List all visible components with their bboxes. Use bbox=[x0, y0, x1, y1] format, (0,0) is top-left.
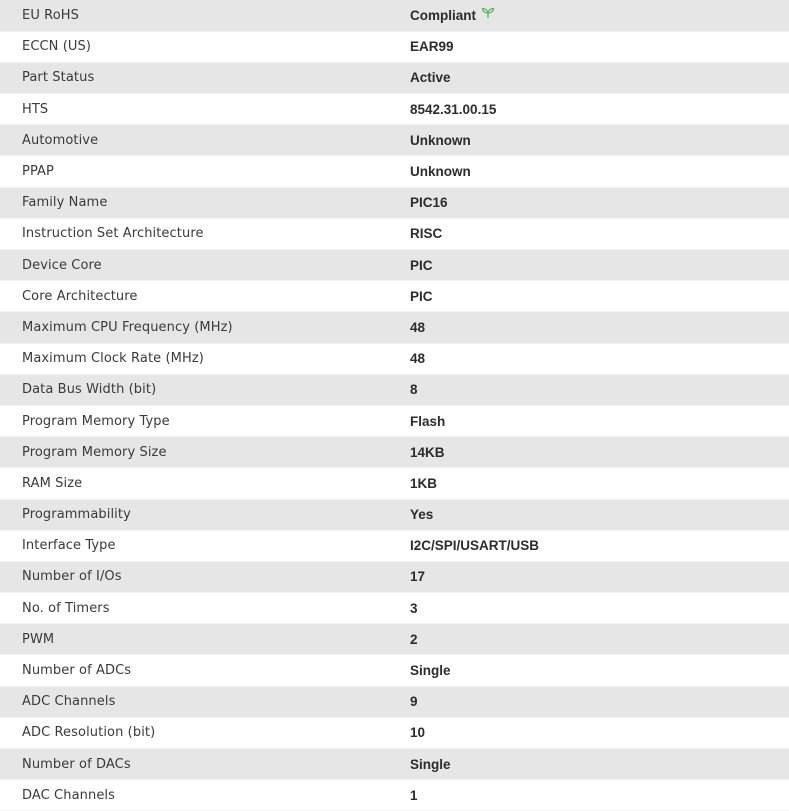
spec-row bbox=[0, 499, 789, 530]
spec-value-cell bbox=[410, 655, 789, 686]
spec-value: RISC bbox=[410, 226, 443, 242]
spec-row bbox=[0, 250, 789, 281]
spec-label: Core Architecture bbox=[0, 281, 410, 312]
spec-value-cell bbox=[410, 62, 789, 93]
spec-value: PIC bbox=[410, 257, 433, 273]
spec-value: Active bbox=[410, 70, 451, 86]
spec-value-cell bbox=[410, 499, 789, 530]
spec-label: EU RoHS bbox=[0, 0, 410, 31]
spec-row bbox=[0, 561, 789, 592]
spec-value: PIC bbox=[410, 288, 433, 304]
spec-label: Data Bus Width (bit) bbox=[0, 374, 410, 405]
spec-value-cell bbox=[410, 0, 789, 31]
spec-value: 2 bbox=[410, 631, 418, 647]
spec-label: DAC Channels bbox=[0, 780, 410, 811]
spec-row bbox=[0, 780, 789, 811]
spec-label: Part Status bbox=[0, 62, 410, 93]
spec-label: Maximum Clock Rate (MHz) bbox=[0, 343, 410, 374]
spec-row bbox=[0, 468, 789, 499]
spec-row bbox=[0, 218, 789, 249]
spec-value: EAR99 bbox=[410, 39, 454, 55]
spec-value-cell bbox=[410, 686, 789, 717]
spec-value-cell bbox=[410, 187, 789, 218]
spec-value-cell bbox=[410, 405, 789, 436]
spec-value: 17 bbox=[410, 569, 426, 585]
spec-label: Maximum CPU Frequency (MHz) bbox=[0, 312, 410, 343]
spec-label: RAM Size bbox=[0, 468, 410, 499]
spec-value: Flash bbox=[410, 413, 446, 429]
spec-label: Number of I/Os bbox=[0, 561, 410, 592]
spec-label: Family Name bbox=[0, 187, 410, 218]
spec-value-cell bbox=[410, 561, 789, 592]
spec-value-cell bbox=[410, 94, 789, 125]
spec-value: Single bbox=[410, 663, 451, 679]
spec-label: Number of ADCs bbox=[0, 655, 410, 686]
spec-value-cell bbox=[410, 749, 789, 780]
spec-value: Compliant bbox=[410, 7, 476, 23]
spec-value: PIC16 bbox=[410, 195, 448, 211]
spec-value: 9 bbox=[410, 694, 418, 710]
spec-label: ECCN (US) bbox=[0, 31, 410, 62]
spec-row bbox=[0, 94, 789, 125]
spec-label: HTS bbox=[0, 94, 410, 125]
spec-value-cell bbox=[410, 281, 789, 312]
spec-value: Single bbox=[410, 756, 451, 772]
spec-value-cell bbox=[410, 593, 789, 624]
spec-row bbox=[0, 749, 789, 780]
spec-value-cell bbox=[410, 717, 789, 748]
spec-label: No. of Timers bbox=[0, 593, 410, 624]
spec-value-cell bbox=[410, 437, 789, 468]
spec-row bbox=[0, 437, 789, 468]
spec-label: Program Memory Size bbox=[0, 437, 410, 468]
spec-value: 8542.31.00.15 bbox=[410, 101, 497, 117]
spec-label: ADC Resolution (bit) bbox=[0, 717, 410, 748]
spec-row bbox=[0, 624, 789, 655]
spec-value: 10 bbox=[410, 725, 426, 741]
spec-row bbox=[0, 0, 789, 31]
spec-row bbox=[0, 62, 789, 93]
spec-value: 1KB bbox=[410, 475, 438, 491]
spec-row bbox=[0, 281, 789, 312]
spec-value: 48 bbox=[410, 319, 426, 335]
spec-row bbox=[0, 530, 789, 561]
spec-value-cell bbox=[410, 468, 789, 499]
spec-label: Interface Type bbox=[0, 530, 410, 561]
spec-label: Automotive bbox=[0, 125, 410, 156]
spec-row bbox=[0, 405, 789, 436]
spec-row bbox=[0, 125, 789, 156]
spec-row bbox=[0, 717, 789, 748]
spec-row bbox=[0, 343, 789, 374]
spec-label: ADC Channels bbox=[0, 686, 410, 717]
spec-label: Instruction Set Architecture bbox=[0, 218, 410, 249]
spec-value-cell bbox=[410, 780, 789, 811]
spec-value-cell bbox=[410, 250, 789, 281]
spec-value: Unknown bbox=[410, 132, 471, 148]
spec-label: PWM bbox=[0, 624, 410, 655]
spec-value-cell bbox=[410, 31, 789, 62]
spec-value-cell bbox=[410, 125, 789, 156]
spec-row bbox=[0, 312, 789, 343]
spec-value: I2C/SPI/USART/USB bbox=[410, 538, 540, 554]
spec-value: Unknown bbox=[410, 164, 471, 180]
spec-value: 1 bbox=[410, 787, 418, 803]
spec-value-cell bbox=[410, 156, 789, 187]
spec-label: Device Core bbox=[0, 250, 410, 281]
spec-row bbox=[0, 31, 789, 62]
spec-row bbox=[0, 374, 789, 405]
spec-value: 48 bbox=[410, 351, 426, 367]
spec-value: 8 bbox=[410, 382, 418, 398]
spec-label: PPAP bbox=[0, 156, 410, 187]
spec-value: 14KB bbox=[410, 444, 445, 460]
spec-row bbox=[0, 156, 789, 187]
spec-value-cell bbox=[410, 530, 789, 561]
spec-row bbox=[0, 655, 789, 686]
leaf-icon bbox=[481, 7, 495, 22]
spec-value-cell bbox=[410, 343, 789, 374]
spec-label: Number of DACs bbox=[0, 749, 410, 780]
spec-label: Program Memory Type bbox=[0, 405, 410, 436]
spec-value-cell bbox=[410, 374, 789, 405]
spec-value-cell bbox=[410, 218, 789, 249]
spec-value: 3 bbox=[410, 600, 418, 616]
spec-row bbox=[0, 686, 789, 717]
spec-value-cell bbox=[410, 624, 789, 655]
spec-label: Programmability bbox=[0, 499, 410, 530]
spec-row bbox=[0, 593, 789, 624]
spec-value-cell bbox=[410, 312, 789, 343]
spec-row bbox=[0, 187, 789, 218]
spec-value: Yes bbox=[410, 507, 434, 523]
